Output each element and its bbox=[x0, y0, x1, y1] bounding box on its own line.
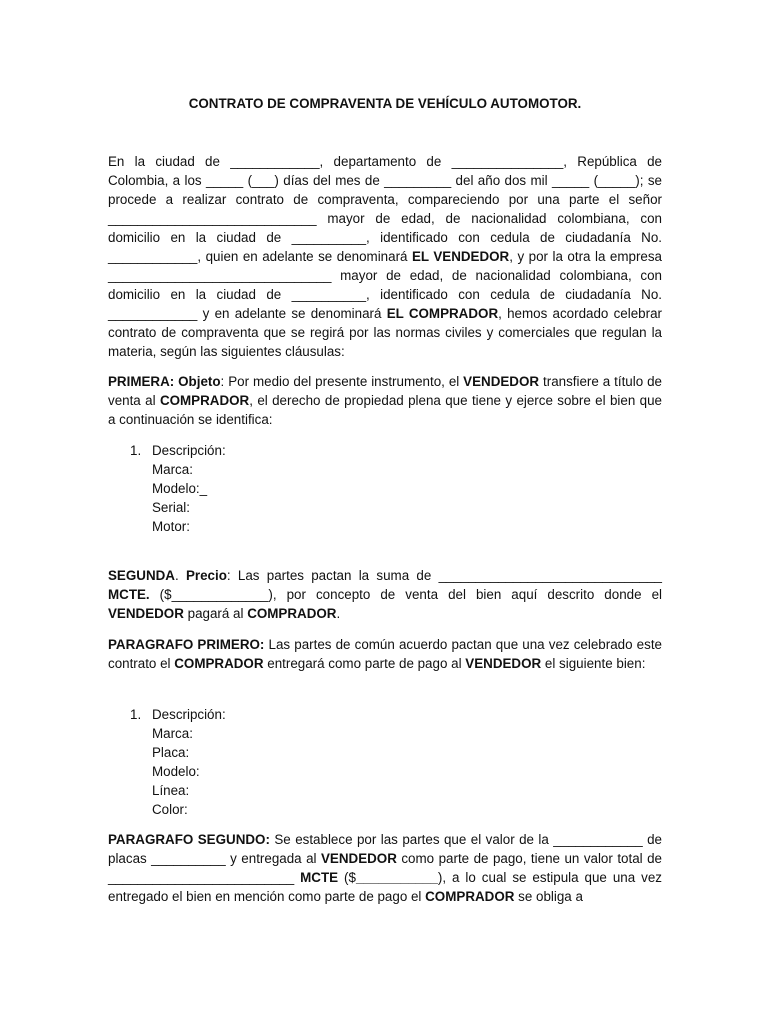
list-item: Marca: bbox=[152, 726, 193, 741]
clause-primera-label: PRIMERA: Objeto bbox=[108, 374, 221, 389]
clause-primera bbox=[108, 372, 662, 429]
paragrafo-segundo-bold-2: MCTE bbox=[300, 870, 339, 885]
paragrafo-primero-bold-2: VENDEDOR bbox=[465, 656, 542, 671]
paragrafo-segundo-text-5: se obliga a bbox=[514, 889, 583, 904]
paragrafo-segundo-text-2: como parte de pago, tiene un valor total de _________________________ bbox=[108, 851, 662, 885]
paragrafo-primero-bold-1: COMPRADOR bbox=[174, 656, 264, 671]
clause-segunda-sublabel: Precio bbox=[185, 568, 227, 583]
paragrafo-primero-text-1: Las partes de común acuerdo pactan que una vez celebrado este contrato el bbox=[108, 637, 662, 671]
paragrafo-segundo-text-3: ($ bbox=[338, 870, 356, 885]
list-item: Descripción: bbox=[152, 707, 226, 722]
paragrafo-segundo-text-4: ), a lo cual se estipula que una vez entregado el bien en mención como parte de pago el bbox=[108, 870, 662, 904]
paragrafo-segundo-bold-3: ___________ bbox=[355, 870, 438, 885]
list-item: Motor: bbox=[152, 519, 190, 534]
clause-segunda-label: SEGUNDA bbox=[108, 568, 175, 583]
clause-primera-text-1: : Por medio del presente instrumento, el bbox=[220, 374, 464, 389]
clause-segunda-text-3: pagará al bbox=[183, 606, 248, 621]
paragrafo-primero-label: PARAGRAFO PRIMERO: bbox=[108, 637, 265, 652]
clause-segunda-text-2: ($_____________), por concepto de venta del bien aquí descrito donde el bbox=[149, 587, 662, 602]
list-item: Modelo: bbox=[152, 764, 200, 779]
clause-segunda-text-4: . bbox=[336, 606, 341, 621]
list-item: Marca: bbox=[152, 462, 193, 477]
list-item: Línea: bbox=[152, 783, 190, 798]
clause-primera-text-3: , el derecho de propiedad plena que tiene y ejerce sobre el bien que a continuación se identifica: bbox=[108, 393, 662, 427]
clause-primera-bold-1: VENDEDOR bbox=[463, 374, 540, 389]
clause-segunda-bold-1: MCTE. bbox=[108, 587, 150, 602]
intro-text-2: , y por la otra la empresa ______________________________ mayor de edad, de nacionalidad colombiana, con domicilio en la ciudad de __________, identificado con cedula de ciudadanía No. ____________ y en adelante se denominará bbox=[108, 249, 663, 321]
intro-paragraph bbox=[108, 152, 662, 361]
paragrafo-primero-text-3: el siguiente bien: bbox=[541, 656, 646, 671]
paragrafo-primero-text-2: entregará como parte de pago al bbox=[263, 656, 466, 671]
clause-segunda-dot: . bbox=[174, 568, 186, 583]
vendedor-term: EL VENDEDOR bbox=[411, 249, 510, 264]
document-title: CONTRATO DE COMPRAVENTA DE VEHÍCULO AUTOMOTOR. bbox=[188, 96, 582, 111]
list-item: Modelo:_ bbox=[152, 481, 208, 496]
list-number: 1. bbox=[130, 443, 142, 458]
clause-primera-bold-2: COMPRADOR bbox=[159, 393, 250, 408]
intro-text-1: En la ciudad de ____________, departamento de _______________, República de Colombia, a los _____ (___) días del mes de _________ del año dos mil _____ (_____); se procede a realizar contrato de compraventa, compareciendo por una parte el señor ____________________________ mayor de edad, de nacionalidad colombiana, con domicilio en la ciudad de __________, identificado con cedula de ciudadanía No. ____________, quien en adelante se denominará bbox=[108, 154, 662, 264]
clause-segunda-text-1: : Las partes pactan la suma de ______________________________ bbox=[226, 568, 662, 583]
list-item: Color: bbox=[152, 802, 188, 817]
clause-primera-text-2: transfiere a título de venta al bbox=[108, 374, 662, 408]
list-item: Placa: bbox=[152, 745, 190, 760]
paragrafo-segundo bbox=[108, 830, 662, 906]
clause-segunda-bold-3: COMPRADOR bbox=[247, 606, 337, 621]
paragrafo-segundo-bold-4: COMPRADOR bbox=[425, 889, 515, 904]
paragrafo-segundo-label: PARAGRAFO SEGUNDO: bbox=[108, 832, 270, 847]
intro-text-3: , hemos acordado celebrar contrato de compraventa que se regirá por las normas civiles y comerciales que regulan la materia, según las siguientes cláusulas: bbox=[108, 306, 662, 359]
paragrafo-segundo-bold-1: VENDEDOR bbox=[320, 851, 397, 866]
list-item: Serial: bbox=[152, 500, 190, 515]
paragrafo-primero bbox=[108, 635, 662, 673]
clause-segunda-bold-2: VENDEDOR bbox=[108, 606, 184, 621]
comprador-term: EL COMPRADOR bbox=[386, 306, 499, 321]
clause-segunda bbox=[108, 566, 662, 623]
list-item: Descripción: bbox=[152, 443, 226, 458]
list-number: 1. bbox=[130, 707, 142, 722]
paragrafo-segundo-text-1: Se establece por las partes que el valor de la ____________ de placas __________ y entregada al bbox=[108, 832, 663, 866]
